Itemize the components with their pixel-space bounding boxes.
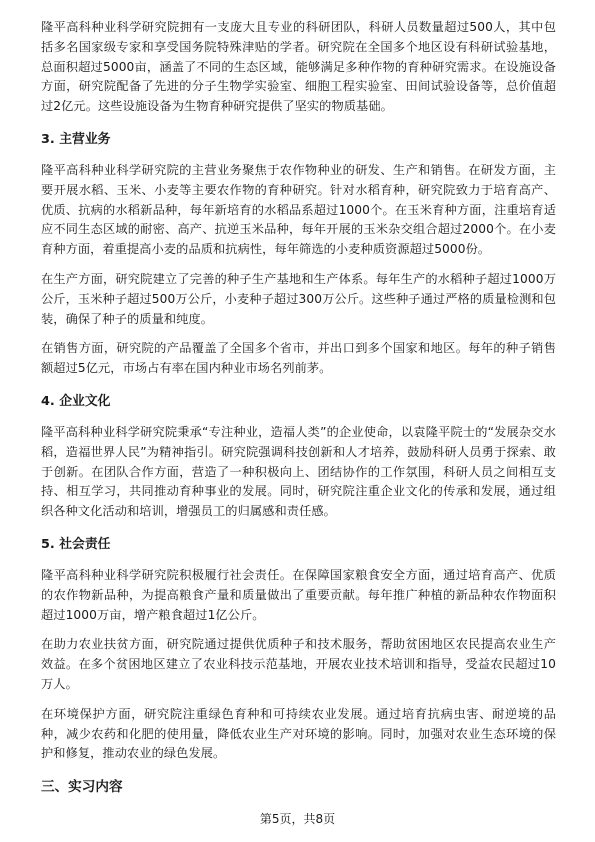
paragraph: 隆平高科种业科学研究院的主营业务聚焦于农作物种业的研发、生产和销售。在研发方面，主要开展水稻、玉米、小麦等主要农作物的育种研究。针对水稻育种，研究院致力于培育高产、优质、抗病的水稻新品种，每年新培育的水稻品系超过1000个。在玉米育种方面，注重培育适应不同生态区域的耐密、高产、抗逆玉米品种，每年开展的玉米杂交组合超过2000个。在小麦育种方面，着重提高小麦的品质和抗病性，每年筛选的小麦种质资源超过5000份。 <box>41 162 556 257</box>
section-corporate-culture <box>41 393 556 522</box>
intro-paragraph: 隆平高科种业科学研究院拥有一支庞大且专业的科研团队，科研人员数量超过500人，其中包括多名国家级专家和享受国务院特殊津贴的学者。研究院在全国多个地区设有科研试验基地，总面积超过5000亩，涵盖了不同的生态区域，能够满足多种作物的育种研究需求。在设施设备方面，研究院配备了先进的分子生物学实验室、细胞工程实验室、田间试验设备等，总价值超过2亿元。这些设施设备为生物育种研究提供了坚实的物质基础。 <box>41 20 556 114</box>
page-number: 第5页，共8页 <box>259 812 336 826</box>
section-social-responsibility <box>41 536 556 764</box>
section-heading: 4. 企业文化 <box>41 393 111 409</box>
paragraph: 在销售方面，研究院的产品覆盖了全国多个省市，并出口到多个国家和地区。每年的种子销售额超过5亿元，市场占有率在国内种业市场名列前茅。 <box>41 341 556 376</box>
chapter-heading: 三、实习内容 <box>41 779 123 796</box>
paragraph: 在生产方面，研究院建立了完善的种子生产基地和生产体系。每年生产的水稻种子超过1000万公斤，玉米种子超过500万公斤，小麦种子超过300万公斤。这些种子通过严格的质量检测和包装，确保了种子的质量和纯度。 <box>41 271 556 326</box>
section-main-business <box>41 131 556 379</box>
paragraph: 在环境保护方面，研究院注重绿色育种和可持续农业发展。通过培育抗病虫害、耐逆境的品种，减少农药和化肥的使用量，降低农业生产对环境的影响。同时，加强对农业生态环境的保护和修复，推动农业的绿色发展。 <box>41 706 556 761</box>
section-heading: 5. 社会责任 <box>41 536 111 552</box>
section-heading: 3. 主营业务 <box>41 131 111 147</box>
document-body <box>41 18 556 796</box>
paragraph: 隆平高科种业科学研究院积极履行社会责任。在保障国家粮食安全方面，通过培育高产、优质的农作物新品种，为提高粮食产量和质量做出了重要贡献。每年推广种植的新品种农作物面积超过1000万亩，增产粮食超过1亿公斤。 <box>41 567 556 622</box>
paragraph: 隆平高科种业科学研究院秉承“专注种业，造福人类”的企业使命，以袁隆平院士的“发展杂交水稻，造福世界人民”为精神指引。研究院强调科技创新和人才培养，鼓励科研人员勇于探索、敢于创新。在团队合作方面，营造了一种积极向上、团结协作的工作氛围，科研人员之间相互支持、相互学习，共同推动育种事业的发展。同时，研究院注重企业文化的传承和发展，通过组织各种文化活动和培训，增强员工的归属感和责任感。 <box>41 424 556 519</box>
paragraph: 在助力农业扶贫方面，研究院通过提供优质种子和技术服务，帮助贫困地区农民提高农业生产效益。在多个贫困地区建立了农业科技示范基地，开展农业技术培训和指导，受益农民超过10万人。 <box>41 637 556 691</box>
